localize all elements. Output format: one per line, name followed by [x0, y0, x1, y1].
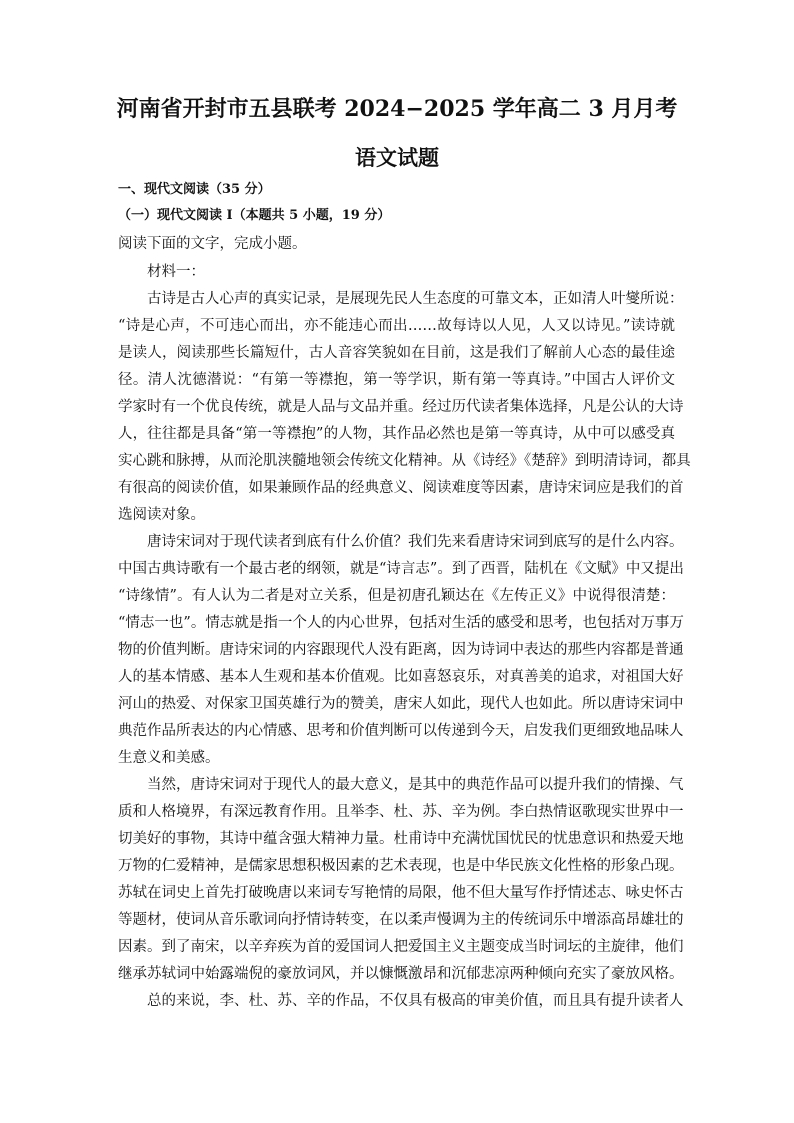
paragraph-line: 实心跳和脉搏，从而沦肌浃髓地领会传统文化精神。从《诗经》《楚辞》到明清诗词，都具 — [118, 453, 691, 469]
paragraph-line: 典范作品所表达的内心情感、思考和价值判断可以传递到今天，启发我们更细致地品味人 — [118, 723, 684, 739]
paragraph-line: 唐诗宋词对于现代读者到底有什么价值？我们先来看唐诗宋词到底写的是什么内容。 — [147, 534, 684, 550]
paragraph-line: 等题材，使词从音乐歌词向抒情诗转变，在以柔声慢调为主的传统词乐中增添高昂雄壮的 — [118, 912, 684, 928]
paragraph-line: “情志一也”。情志就是指一个人的内心世界，包括对生活的感受和思考，也包括对万事万 — [118, 615, 684, 631]
paragraph-line: 万物的仁爱精神，是儒家思想积极因素的艺术表现，也是中华民族文化性格的形象凸现。 — [118, 858, 684, 874]
exam-title: 河南省开封市五县联考 2024−2025 学年高二 3 月月考 — [116, 96, 678, 122]
paragraph-line: 河山的热爱、对保家卫国英雄行为的赞美，唐宋人如此，现代人也如此。所以唐诗宋词中 — [118, 696, 684, 712]
paragraph-line: 径。清人沈德潜说：“有第一等襟抱，第一等学识，斯有第一等真诗。”中国古人评价文 — [118, 372, 675, 388]
paragraph-line: 当然，唐诗宋词对于现代人的最大意义，是其中的典范作品可以提升我们的情操、气 — [147, 777, 684, 793]
section-heading-reading-1: （一）现代文阅读 I（本题共 5 小题，19 分） — [118, 208, 391, 223]
paragraph-line: 是读人，阅读那些长篇短什，古人音容笑貌如在目前，这是我们了解前人心态的最佳途 — [118, 345, 675, 361]
paragraph-line: 切美好的事物，其诗中蕴含强大精神力量。杜甫诗中充满忧国忧民的忧患意识和热爱天地 — [118, 831, 684, 847]
exam-subtitle: 语文试题 — [355, 145, 439, 170]
paragraph-line: 总的来说，李、杜、苏、辛的作品，不仅具有极高的审美价值，而且具有提升读者人 — [147, 993, 684, 1009]
paragraph-line: “诗是心声，不可违心而出，亦不能违心而出……故每诗以人见，人又以诗见。”读诗就 — [118, 318, 675, 334]
section-heading-part1: 一、现代文阅读（35 分） — [118, 182, 271, 197]
paragraph-line: 继承苏轼词中始露端倪的豪放词风，并以慷慨激昂和沉郁悲凉两种倾向充实了豪放风格。 — [118, 966, 684, 982]
paragraph-line: 苏轼在词史上首先打破晚唐以来词专写艳情的局限，他不但大量写作抒情述志、咏史怀古 — [118, 885, 684, 901]
material-label: 材料一： — [147, 264, 205, 280]
paragraph-line: 质和人格境界，有深远教育作用。且举李、杜、苏、辛为例。李白热情讴歌现实世界中一 — [118, 804, 684, 820]
paragraph-line: 选阅读对象。 — [118, 507, 205, 523]
paragraph-line: 因素。到了南宋，以辛弃疾为首的爱国词人把爱国主义主题变成当时词坛的主旋律，他们 — [118, 939, 684, 955]
paragraph-line: 人，往往都是具备“第一等襟抱”的人物，其作品必然也是第一等真诗，从中可以感受真 — [118, 426, 675, 442]
paragraph-line: 古诗是古人心声的真实记录，是展现先民人生态度的可靠文本，正如清人叶燮所说： — [147, 291, 684, 307]
paragraph-line: “诗缘情”。有人认为二者是对立关系，但是初唐孔颖达在《左传正义》中说得很清楚： — [118, 588, 675, 604]
paragraph-line: 学家时有一个优良传统，就是人品与文品并重。经过历代读者集体选择，凡是公认的大诗 — [118, 399, 684, 415]
paragraph-line: 中国古典诗歌有一个最古老的纲领，就是“诗言志”。到了西晋，陆机在《文赋》中又提出 — [118, 561, 684, 577]
instruction-line: 阅读下面的文字，完成小题。 — [118, 236, 307, 252]
paragraph-line: 有很高的阅读价值，如果兼顾作品的经典意义、阅读难度等因素，唐诗宋词应是我们的首 — [118, 480, 684, 496]
paragraph-line: 人的基本情感、基本人生观和基本价值观。比如喜怒哀乐，对真善美的追求，对祖国大好 — [118, 669, 684, 685]
paragraph-line: 生意义和美感。 — [118, 750, 220, 766]
paragraph-line: 物的价值判断。唐诗宋词的内容跟现代人没有距离，因为诗词中表达的那些内容都是普通 — [118, 642, 684, 658]
